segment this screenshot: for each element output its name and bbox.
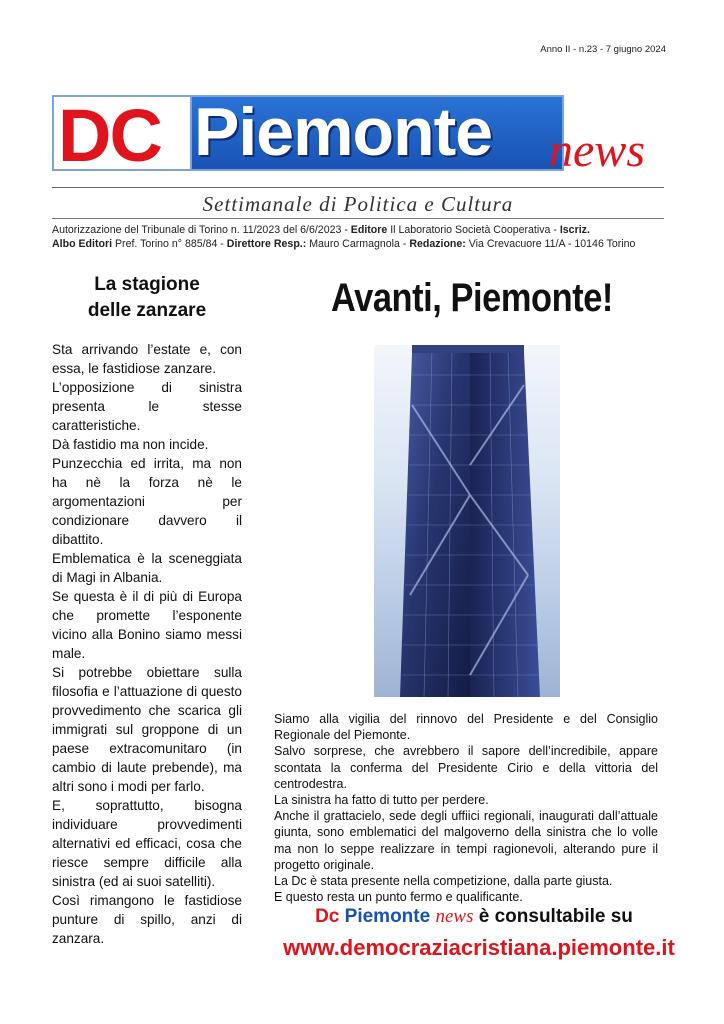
left-paragraph: Sta arrivando l’estate e, con essa, le fastidiose zanzare. bbox=[52, 342, 242, 376]
left-paragraph: Emblematica è la sceneggiata di Magi in Albania. bbox=[52, 551, 242, 585]
left-title-line2: delle zanzare bbox=[87, 300, 207, 321]
left-paragraph: Punzecchia ed irrita, ma non ha nè la forza nè le argomentazioni per condizionare davvero il dibattito. bbox=[52, 456, 242, 547]
main-paragraph: La sinistra ha fatto di tutto per perdere. bbox=[274, 793, 489, 808]
legal-line2-a: Albo Editori bbox=[52, 238, 113, 250]
masthead-rule bbox=[52, 187, 664, 188]
left-paragraph: Se questa è il di più di Europa che promette l’esponente vicino alla Bonino siamo messi male. bbox=[52, 589, 242, 661]
legal-notice bbox=[52, 223, 664, 251]
left-article-body bbox=[52, 340, 242, 948]
promo-text: è consultabile su bbox=[478, 906, 633, 927]
masthead-dc-box bbox=[52, 94, 192, 177]
main-paragraph: Anche il grattacielo, sede degli uffiici regionali, inaugurati dall’attuale giunta, sono emblematici del malgoverno della sinistra che lo volle ma non lo seppe realizzare in tempi ragionevoli, alterando pure il progetto originale. bbox=[274, 809, 658, 872]
promo-piemonte: Piemonte bbox=[344, 906, 431, 927]
masthead-news: news bbox=[549, 124, 645, 177]
promo-dc: Dc bbox=[315, 906, 340, 927]
main-paragraph: E questo resta un punto fermo e qualificante. bbox=[274, 890, 523, 905]
left-paragraph: Così rimangono le fastidiose punture di spillo, anzi di zanzara. bbox=[52, 893, 242, 946]
left-paragraph: Si potrebbe obiettare sulla filosofia e l’attuazione di questo provvedimento che scarica gli immigrati sul groppone di un paese extracomunitaro (in cambio di laute prebende), ma altri sono i modi per farlo. bbox=[52, 665, 242, 794]
main-paragraph: La Dc è stata presente nella competizione, dalla parte giusta. bbox=[274, 874, 613, 889]
legal-line1-c: Il Laboratorio Società Cooperativa - bbox=[387, 224, 560, 236]
legal-line2-c: Direttore Resp.: bbox=[226, 238, 307, 250]
skyscraper-photo bbox=[374, 345, 560, 697]
main-headline: Avanti, Piemonte! bbox=[331, 276, 613, 320]
masthead bbox=[52, 95, 664, 185]
legal-line1-d: Iscriz. bbox=[559, 224, 590, 236]
legal-line2-b: Pref. Torino n° 885/84 - bbox=[112, 238, 227, 250]
legal-line1-a: Autorizzazione del Tribunale di Torino n. 11/2023 del 6/6/2023 - bbox=[52, 224, 351, 236]
legal-line2-e: Redazione: bbox=[409, 238, 466, 250]
masthead-dc: DC bbox=[58, 94, 161, 177]
masthead-piemonte: Piemonte bbox=[194, 94, 493, 170]
main-paragraph: Salvo sorprese, che avrebbero il sapore dell’incredibile, appare scontata la conferma del Presidente Cirio e della vittoria del centrodestra. bbox=[274, 744, 658, 791]
promo-url-link[interactable]: www.democraziacristiana.piemonte.it bbox=[283, 935, 675, 960]
skyscraper-image bbox=[374, 345, 560, 697]
main-paragraph: Siamo alla vigilia del rinnovo del Presidente e del Consiglio Regionale del Piemonte. bbox=[274, 712, 658, 743]
left-paragraph: L’opposizione di sinistra presenta le stesse caratteristiche. bbox=[52, 380, 242, 433]
tagline: Settimanale di Politica e Cultura bbox=[202, 192, 514, 216]
legal-line2-d: Mauro Carmagnola - bbox=[306, 238, 410, 250]
main-article-body bbox=[274, 711, 658, 905]
legal-line2-f: Via Crevacuore 11/A - 10146 Torino bbox=[465, 238, 636, 250]
left-paragraph: E, soprattutto, bisogna individuare provvedimenti alternativi ed efficaci, cosa che riesce sempre difficile alla sinistra (ed ai suoi satelliti). bbox=[52, 798, 242, 889]
left-article-title bbox=[52, 272, 242, 324]
left-paragraph: Dà fastidio ma non incide. bbox=[52, 437, 209, 452]
promo-line bbox=[274, 906, 674, 928]
promo-news: news bbox=[435, 906, 474, 927]
tagline-rule bbox=[52, 218, 664, 219]
issue-line: Anno II - n.23 - 7 giugno 2024 bbox=[540, 44, 666, 55]
legal-line1-b: Editore bbox=[350, 224, 388, 236]
left-title-line1: La stagione bbox=[94, 274, 200, 295]
